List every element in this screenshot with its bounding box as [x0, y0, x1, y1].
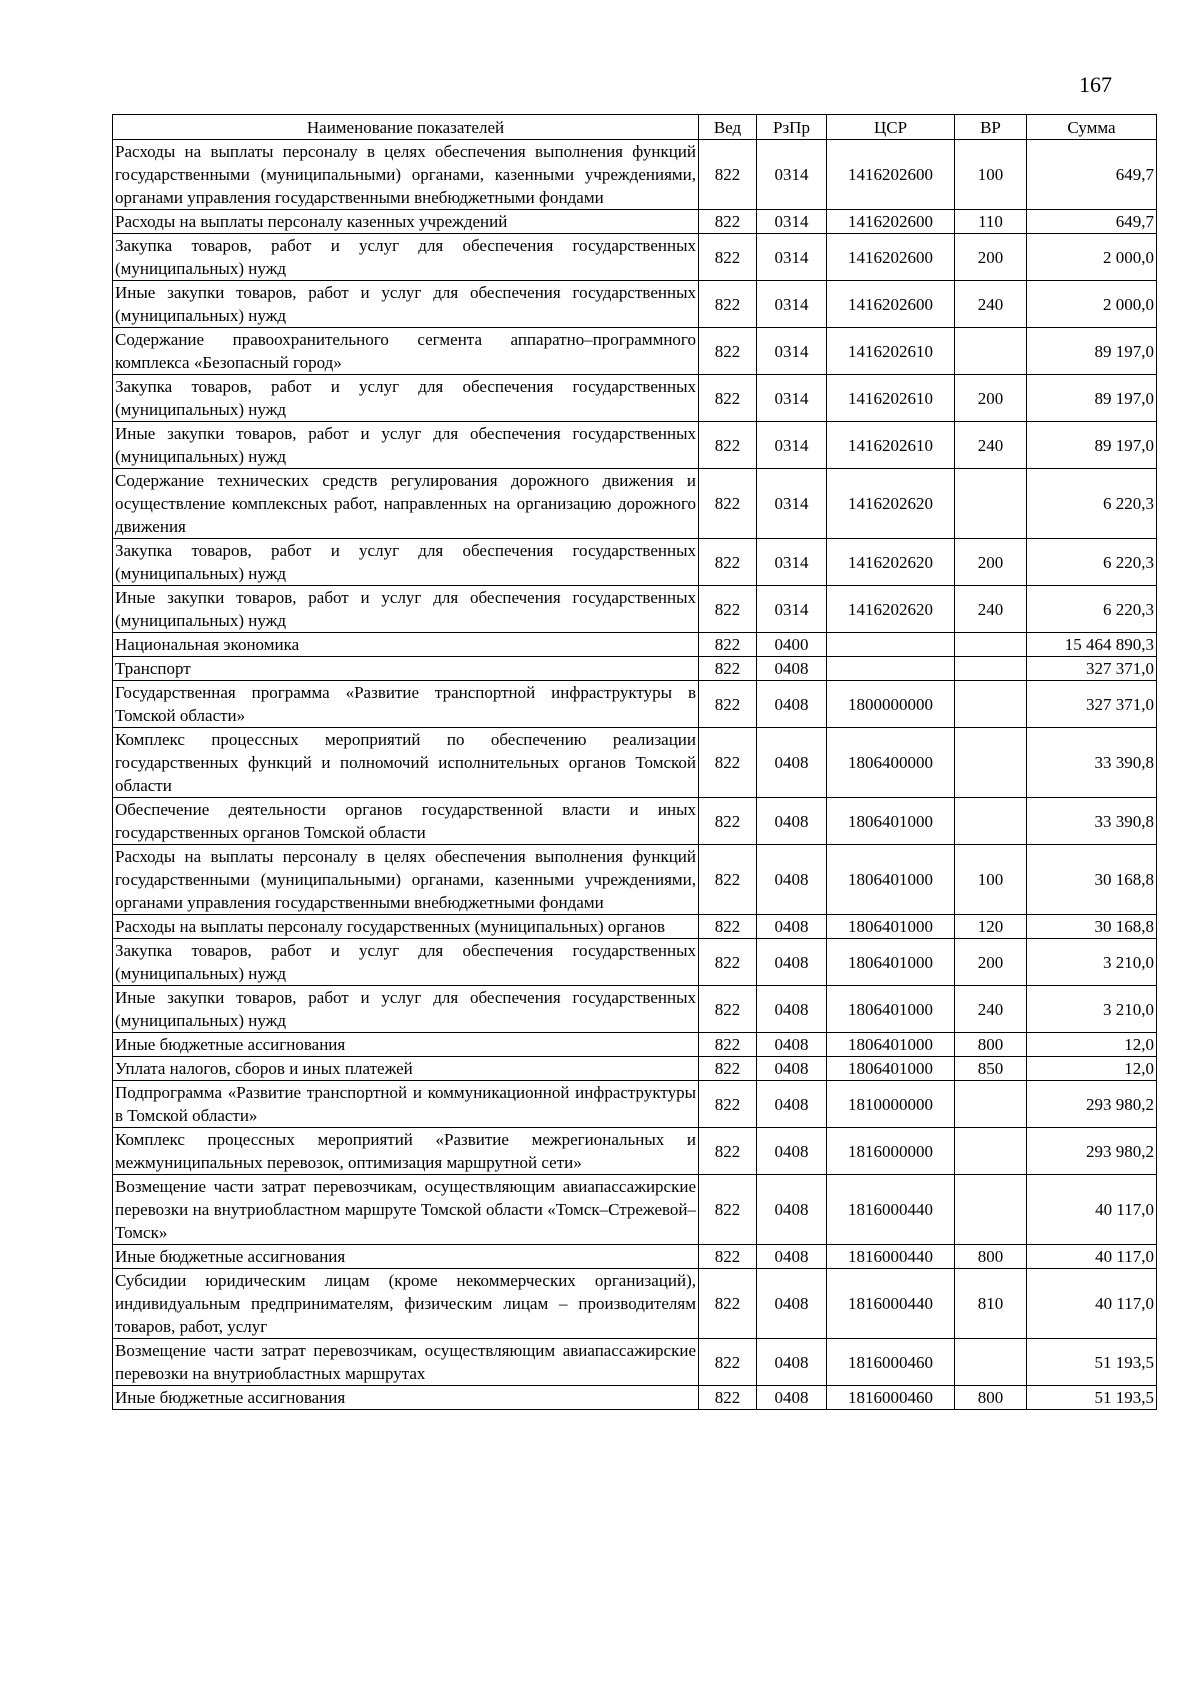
header-ved: Вед	[699, 115, 757, 140]
row-ved: 822	[699, 915, 757, 939]
row-rzpr: 0408	[757, 798, 827, 845]
row-csr: 1816000460	[827, 1339, 955, 1386]
row-sum: 89 197,0	[1027, 422, 1157, 469]
row-csr: 1416202620	[827, 539, 955, 586]
row-name: Иные бюджетные ассигнования	[113, 1245, 699, 1269]
row-rzpr: 0400	[757, 633, 827, 657]
row-vr: 800	[955, 1245, 1027, 1269]
row-vr: 120	[955, 915, 1027, 939]
row-ved: 822	[699, 798, 757, 845]
row-ved: 822	[699, 422, 757, 469]
row-name: Возмещение части затрат перевозчикам, осуществляющим авиапассажирские перевозки на внутриобластных маршрутах	[113, 1339, 699, 1386]
header-csr: ЦСР	[827, 115, 955, 140]
row-vr	[955, 1081, 1027, 1128]
row-sum: 6 220,3	[1027, 586, 1157, 633]
row-ved: 822	[699, 281, 757, 328]
row-sum: 33 390,8	[1027, 728, 1157, 798]
row-csr	[827, 657, 955, 681]
row-ved: 822	[699, 140, 757, 210]
table-row	[113, 1245, 1157, 1269]
table-row	[113, 657, 1157, 681]
row-rzpr: 0408	[757, 986, 827, 1033]
row-rzpr: 0314	[757, 281, 827, 328]
row-rzpr: 0408	[757, 915, 827, 939]
row-rzpr: 0314	[757, 210, 827, 234]
row-rzpr: 0408	[757, 1339, 827, 1386]
row-ved: 822	[699, 657, 757, 681]
row-csr: 1806401000	[827, 939, 955, 986]
row-rzpr: 0314	[757, 586, 827, 633]
header-sum: Сумма	[1027, 115, 1157, 140]
row-csr: 1810000000	[827, 1081, 955, 1128]
row-name: Расходы на выплаты персоналу в целях обеспечения выполнения функций государственными (муниципальными) органами, казенными учреждениями, органами управления государственными внебюджетными фондами	[113, 140, 699, 210]
row-vr	[955, 1339, 1027, 1386]
row-ved: 822	[699, 1339, 757, 1386]
row-name: Транспорт	[113, 657, 699, 681]
table-row	[113, 1175, 1157, 1245]
header-rzpr: РзПр	[757, 115, 827, 140]
row-csr: 1806401000	[827, 1057, 955, 1081]
table-row	[113, 728, 1157, 798]
row-name: Иные закупки товаров, работ и услуг для обеспечения государственных (муниципальных) нужд	[113, 422, 699, 469]
row-csr	[827, 633, 955, 657]
row-name: Закупка товаров, работ и услуг для обеспечения государственных (муниципальных) нужд	[113, 539, 699, 586]
row-vr: 850	[955, 1057, 1027, 1081]
row-vr: 240	[955, 586, 1027, 633]
row-sum: 40 117,0	[1027, 1245, 1157, 1269]
row-csr: 1416202610	[827, 375, 955, 422]
row-ved: 822	[699, 845, 757, 915]
row-csr: 1816000440	[827, 1269, 955, 1339]
row-sum: 30 168,8	[1027, 845, 1157, 915]
row-rzpr: 0408	[757, 1128, 827, 1175]
row-name: Комплекс процессных мероприятий «Развитие межрегиональных и межмуниципальных перевозок, оптимизация маршрутной сети»	[113, 1128, 699, 1175]
row-rzpr: 0314	[757, 140, 827, 210]
row-sum: 15 464 890,3	[1027, 633, 1157, 657]
row-sum: 293 980,2	[1027, 1081, 1157, 1128]
row-vr: 240	[955, 281, 1027, 328]
row-sum: 327 371,0	[1027, 657, 1157, 681]
row-vr	[955, 633, 1027, 657]
row-csr: 1416202620	[827, 586, 955, 633]
table-row	[113, 234, 1157, 281]
row-ved: 822	[699, 469, 757, 539]
row-ved: 822	[699, 1245, 757, 1269]
row-csr: 1806401000	[827, 915, 955, 939]
row-vr: 200	[955, 539, 1027, 586]
table-row	[113, 1128, 1157, 1175]
row-vr	[955, 657, 1027, 681]
row-name: Субсидии юридическим лицам (кроме некоммерческих организаций), индивидуальным предпринимателям, физическим лицам – производителям товаров, работ, услуг	[113, 1269, 699, 1339]
row-sum: 40 117,0	[1027, 1269, 1157, 1339]
row-vr	[955, 469, 1027, 539]
header-vr: ВР	[955, 115, 1027, 140]
row-name: Государственная программа «Развитие транспортной инфраструктуры в Томской области»	[113, 681, 699, 728]
row-sum: 51 193,5	[1027, 1339, 1157, 1386]
row-sum: 293 980,2	[1027, 1128, 1157, 1175]
row-ved: 822	[699, 986, 757, 1033]
budget-table	[112, 114, 1157, 1410]
row-csr: 1416202620	[827, 469, 955, 539]
row-csr: 1416202600	[827, 210, 955, 234]
row-name: Комплекс процессных мероприятий по обеспечению реализации государственных функций и полномочий исполнительных органов Томской области	[113, 728, 699, 798]
row-ved: 822	[699, 328, 757, 375]
row-name: Расходы на выплаты персоналу казенных учреждений	[113, 210, 699, 234]
row-rzpr: 0314	[757, 375, 827, 422]
row-ved: 822	[699, 586, 757, 633]
row-rzpr: 0408	[757, 1245, 827, 1269]
row-csr: 1806401000	[827, 798, 955, 845]
row-ved: 822	[699, 539, 757, 586]
row-rzpr: 0314	[757, 234, 827, 281]
row-sum: 6 220,3	[1027, 539, 1157, 586]
row-ved: 822	[699, 1033, 757, 1057]
row-vr: 800	[955, 1386, 1027, 1410]
row-name: Возмещение части затрат перевозчикам, осуществляющим авиапассажирские перевозки на внутриобластном маршруте Томской области «Томск–Стрежевой–Томск»	[113, 1175, 699, 1245]
row-name: Иные бюджетные ассигнования	[113, 1386, 699, 1410]
row-sum: 2 000,0	[1027, 234, 1157, 281]
row-sum: 12,0	[1027, 1033, 1157, 1057]
row-ved: 822	[699, 210, 757, 234]
row-rzpr: 0408	[757, 1386, 827, 1410]
row-vr: 200	[955, 375, 1027, 422]
table-row	[113, 1339, 1157, 1386]
row-name: Содержание технических средств регулирования дорожного движения и осуществление комплексных работ, направленных на организацию дорожного движения	[113, 469, 699, 539]
row-csr: 1416202600	[827, 140, 955, 210]
row-name: Закупка товаров, работ и услуг для обеспечения государственных (муниципальных) нужд	[113, 939, 699, 986]
table-row	[113, 939, 1157, 986]
row-sum: 6 220,3	[1027, 469, 1157, 539]
row-sum: 649,7	[1027, 140, 1157, 210]
row-vr: 100	[955, 140, 1027, 210]
table-row	[113, 281, 1157, 328]
row-name: Иные бюджетные ассигнования	[113, 1033, 699, 1057]
table-row	[113, 681, 1157, 728]
row-rzpr: 0314	[757, 422, 827, 469]
row-rzpr: 0408	[757, 728, 827, 798]
row-vr: 110	[955, 210, 1027, 234]
row-rzpr: 0408	[757, 1057, 827, 1081]
row-name: Закупка товаров, работ и услуг для обеспечения государственных (муниципальных) нужд	[113, 234, 699, 281]
table-row	[113, 469, 1157, 539]
row-csr: 1416202600	[827, 234, 955, 281]
row-name: Расходы на выплаты персоналу государственных (муниципальных) органов	[113, 915, 699, 939]
row-sum: 3 210,0	[1027, 939, 1157, 986]
row-sum: 2 000,0	[1027, 281, 1157, 328]
row-vr	[955, 728, 1027, 798]
row-sum: 649,7	[1027, 210, 1157, 234]
row-name: Иные закупки товаров, работ и услуг для обеспечения государственных (муниципальных) нужд	[113, 586, 699, 633]
table-row	[113, 375, 1157, 422]
row-sum: 327 371,0	[1027, 681, 1157, 728]
table-body	[113, 140, 1157, 1410]
row-name: Подпрограмма «Развитие транспортной и коммуникационной инфраструктуры в Томской области»	[113, 1081, 699, 1128]
table-row	[113, 539, 1157, 586]
row-csr: 1806401000	[827, 845, 955, 915]
row-sum: 12,0	[1027, 1057, 1157, 1081]
row-rzpr: 0408	[757, 1081, 827, 1128]
table-row	[113, 422, 1157, 469]
row-name: Обеспечение деятельности органов государственной власти и иных государственных органов Томской области	[113, 798, 699, 845]
header-name: Наименование показателей	[113, 115, 699, 140]
page-number: 167	[1079, 72, 1112, 97]
row-sum: 30 168,8	[1027, 915, 1157, 939]
row-vr: 240	[955, 986, 1027, 1033]
row-vr: 240	[955, 422, 1027, 469]
row-rzpr: 0314	[757, 539, 827, 586]
row-csr: 1806400000	[827, 728, 955, 798]
row-vr: 100	[955, 845, 1027, 915]
row-csr: 1816000460	[827, 1386, 955, 1410]
row-csr: 1816000440	[827, 1175, 955, 1245]
row-name: Иные закупки товаров, работ и услуг для обеспечения государственных (муниципальных) нужд	[113, 281, 699, 328]
row-ved: 822	[699, 939, 757, 986]
row-csr: 1416202610	[827, 328, 955, 375]
row-sum: 89 197,0	[1027, 375, 1157, 422]
table-row	[113, 915, 1157, 939]
table-row	[113, 633, 1157, 657]
row-rzpr: 0408	[757, 1175, 827, 1245]
row-sum: 3 210,0	[1027, 986, 1157, 1033]
table-row	[113, 798, 1157, 845]
row-rzpr: 0408	[757, 1033, 827, 1057]
table-row	[113, 140, 1157, 210]
row-name: Национальная экономика	[113, 633, 699, 657]
row-ved: 822	[699, 234, 757, 281]
table-row	[113, 845, 1157, 915]
row-ved: 822	[699, 1081, 757, 1128]
table-row	[113, 1269, 1157, 1339]
row-ved: 822	[699, 1128, 757, 1175]
row-vr	[955, 1175, 1027, 1245]
row-sum: 40 117,0	[1027, 1175, 1157, 1245]
row-rzpr: 0314	[757, 328, 827, 375]
row-csr: 1816000000	[827, 1128, 955, 1175]
row-rzpr: 0408	[757, 845, 827, 915]
row-csr: 1416202610	[827, 422, 955, 469]
row-sum: 89 197,0	[1027, 328, 1157, 375]
row-ved: 822	[699, 1386, 757, 1410]
table-row	[113, 328, 1157, 375]
row-ved: 822	[699, 1269, 757, 1339]
row-sum: 51 193,5	[1027, 1386, 1157, 1410]
row-ved: 822	[699, 681, 757, 728]
row-csr: 1416202600	[827, 281, 955, 328]
table-row	[113, 210, 1157, 234]
row-name: Иные закупки товаров, работ и услуг для обеспечения государственных (муниципальных) нужд	[113, 986, 699, 1033]
row-rzpr: 0408	[757, 939, 827, 986]
row-ved: 822	[699, 1057, 757, 1081]
row-rzpr: 0408	[757, 681, 827, 728]
row-vr: 200	[955, 234, 1027, 281]
table-row	[113, 586, 1157, 633]
row-ved: 822	[699, 375, 757, 422]
row-vr: 800	[955, 1033, 1027, 1057]
table-header-row	[113, 115, 1157, 140]
row-ved: 822	[699, 1175, 757, 1245]
table-row	[113, 1033, 1157, 1057]
table-row	[113, 1057, 1157, 1081]
row-rzpr: 0314	[757, 469, 827, 539]
row-vr	[955, 328, 1027, 375]
row-vr	[955, 798, 1027, 845]
table-row	[113, 986, 1157, 1033]
row-rzpr: 0408	[757, 657, 827, 681]
row-csr: 1806401000	[827, 986, 955, 1033]
row-csr: 1806401000	[827, 1033, 955, 1057]
row-csr: 1800000000	[827, 681, 955, 728]
row-name: Содержание правоохранительного сегмента аппаратно–программного комплекса «Безопасный город»	[113, 328, 699, 375]
row-rzpr: 0408	[757, 1269, 827, 1339]
row-ved: 822	[699, 728, 757, 798]
row-name: Расходы на выплаты персоналу в целях обеспечения выполнения функций государственными (муниципальными) органами, казенными учреждениями, органами управления государственными внебюджетными фондами	[113, 845, 699, 915]
row-vr: 200	[955, 939, 1027, 986]
table-row	[113, 1386, 1157, 1410]
row-name: Закупка товаров, работ и услуг для обеспечения государственных (муниципальных) нужд	[113, 375, 699, 422]
row-ved: 822	[699, 633, 757, 657]
row-vr	[955, 681, 1027, 728]
row-csr: 1816000440	[827, 1245, 955, 1269]
row-sum: 33 390,8	[1027, 798, 1157, 845]
row-vr	[955, 1128, 1027, 1175]
row-name: Уплата налогов, сборов и иных платежей	[113, 1057, 699, 1081]
row-vr: 810	[955, 1269, 1027, 1339]
table-row	[113, 1081, 1157, 1128]
